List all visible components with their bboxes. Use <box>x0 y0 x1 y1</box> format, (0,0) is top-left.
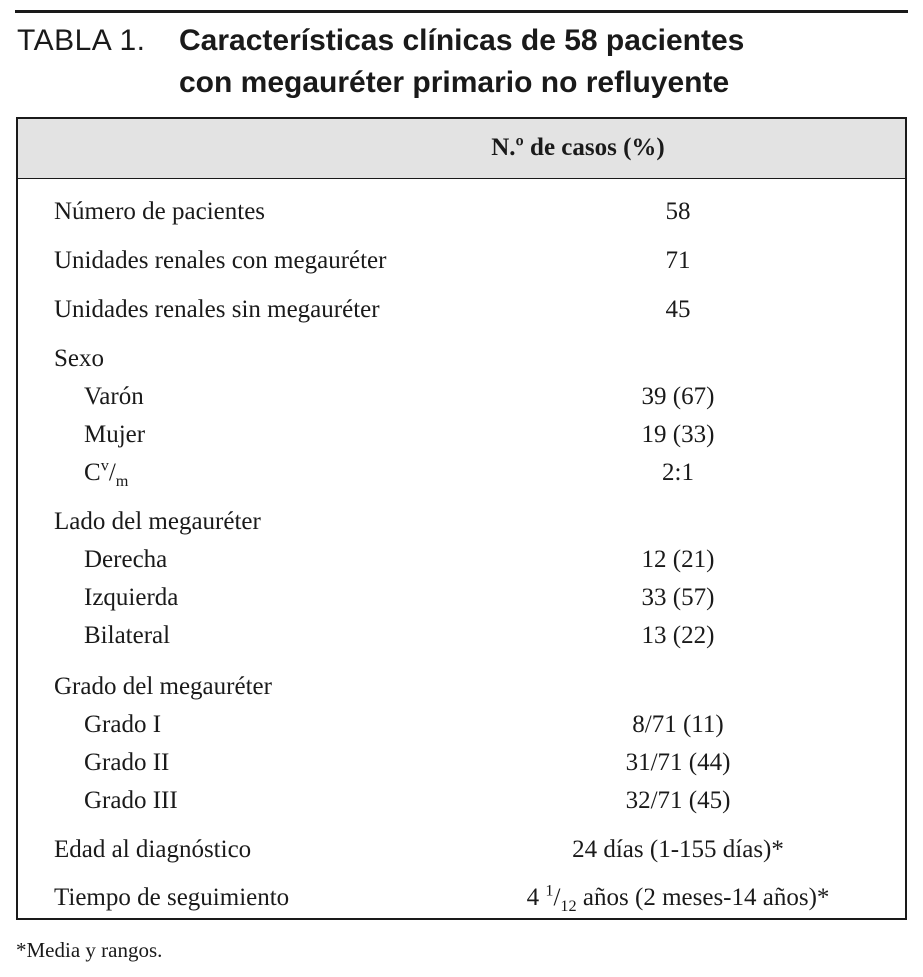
table-row-group-heading <box>18 672 905 702</box>
table-row <box>18 545 905 575</box>
table-header <box>18 119 905 179</box>
table-row <box>18 710 905 740</box>
row-label: Mujer <box>84 421 146 448</box>
row-label: Derecha <box>84 546 168 573</box>
row-label: Grado II <box>84 749 170 776</box>
row-label: Izquierda <box>84 584 179 611</box>
column-header-cases: N.º de casos (%) <box>491 134 665 161</box>
row-label: Número de pacientes <box>54 198 266 225</box>
table-row <box>18 835 905 865</box>
row-value: 19 (33) <box>641 421 715 448</box>
table-row <box>18 883 905 913</box>
table-footnote: *Media y rangos. <box>16 938 163 962</box>
row-value: 39 (67) <box>641 383 715 410</box>
row-value: 45 <box>665 296 691 323</box>
row-value: 12 (21) <box>641 546 715 573</box>
table-row <box>18 621 905 651</box>
table-row <box>18 295 905 325</box>
data-table <box>16 117 907 920</box>
table-title-line-2: con megauréter primario no refluyente <box>179 66 730 99</box>
table-title <box>17 20 907 104</box>
table-row <box>18 197 905 227</box>
table-row-group-heading <box>18 344 905 374</box>
row-label: Varón <box>84 383 144 410</box>
row-label: Lado del megauréter <box>54 508 261 535</box>
row-value: 8/71 (11) <box>632 711 724 738</box>
row-value: 33 (57) <box>641 584 715 611</box>
row-label: Tiempo de seguimiento <box>54 884 290 911</box>
top-rule <box>15 10 908 13</box>
row-label: Bilateral <box>84 622 171 649</box>
row-value: 2:1 <box>662 459 694 486</box>
row-label: Unidades renales sin megauréter <box>54 296 380 323</box>
row-value: 13 (22) <box>641 622 715 649</box>
row-label: Unidades renales con megauréter <box>54 247 387 274</box>
row-value: 32/71 (45) <box>625 787 731 814</box>
row-label: Sexo <box>54 345 104 372</box>
table-title-line-1: Características clínicas de 58 pacientes <box>179 24 745 57</box>
table-row <box>18 246 905 276</box>
row-label: Edad al diagnóstico <box>54 836 252 863</box>
row-label: Grado I <box>84 711 162 738</box>
row-label: Grado III <box>84 787 178 814</box>
table-row <box>18 420 905 450</box>
table-row <box>18 458 905 488</box>
table-number: TABLA 1. <box>17 24 146 57</box>
row-value: 24 días (1-155 días)* <box>572 836 784 863</box>
table-row <box>18 382 905 412</box>
row-value: 71 <box>665 247 691 274</box>
row-label: Grado del megauréter <box>54 673 272 700</box>
table-row <box>18 748 905 778</box>
row-value-followup: 4 $^1/_{12}$ años (2 meses-14 años)* <box>526 881 830 915</box>
table-row <box>18 786 905 816</box>
table-row-group-heading <box>18 507 905 537</box>
row-label-ratio: $C^v/_m$ <box>84 456 129 490</box>
row-value: 58 <box>665 198 691 225</box>
row-value: 31/71 (44) <box>625 749 731 776</box>
table-row <box>18 583 905 613</box>
